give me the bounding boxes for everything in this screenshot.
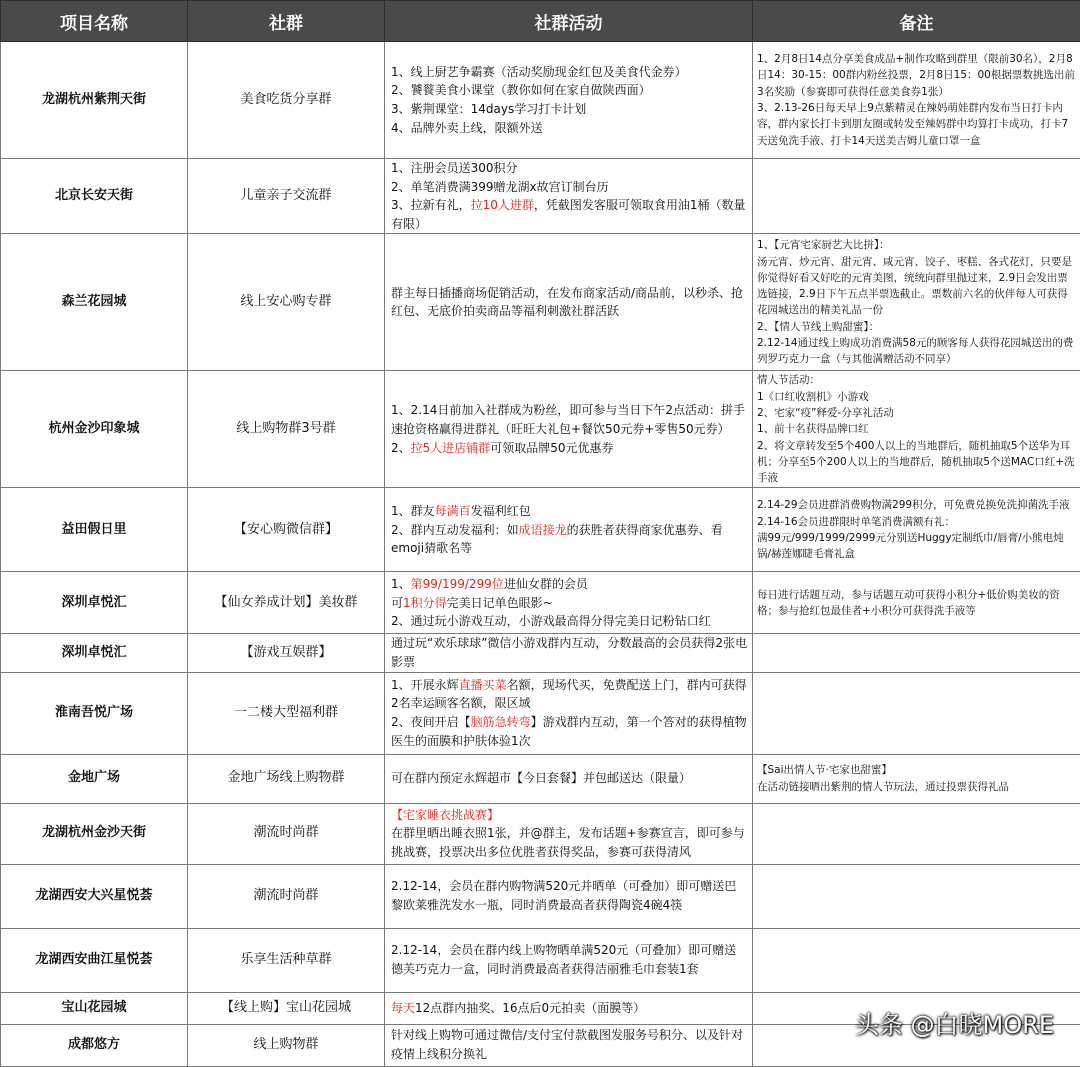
project-name: 龙湖杭州紫荆天街 xyxy=(1,42,188,159)
activity-line: 2.12-14，会员在群内购物满520元并晒单（可叠加）即可赠送巴黎欧莱雅洗发水一瓶，同时消费最高者获得陶瓷4碗4筷 xyxy=(391,877,748,914)
project-name: 益田假日里 xyxy=(1,488,188,572)
activity-cell xyxy=(385,634,753,672)
note-line: 1、2月8日14点分享美食成品+制作攻略到群里（限前30名），2月8日14：30-15：00群内粉丝投票，2月8日15：00根据票数挑选出前3名奖励（参赛即可获得任意美食券1张） xyxy=(757,51,1076,100)
group-name: 【安心购微信群】 xyxy=(188,488,385,572)
project-name: 宝山花园城 xyxy=(1,992,188,1024)
activity-highlight: 【宅家睡衣挑战赛】 xyxy=(391,806,748,825)
project-name: 杭州金沙印象城 xyxy=(1,371,188,488)
note-line: 情人节活动： xyxy=(757,372,1076,388)
table-row xyxy=(1,572,1080,634)
header-activity: 社群活动 xyxy=(385,1,753,42)
activity-cell xyxy=(385,159,753,234)
table-row xyxy=(1,803,1080,864)
activity-line: 2、通过玩小游戏互动，小游戏最高得分得完美日记粉钻口红 xyxy=(391,612,748,631)
table-row xyxy=(1,371,1080,488)
project-name: 龙湖西安大兴星悦荟 xyxy=(1,864,188,928)
activity-text: 发福利红包 xyxy=(471,504,531,518)
note-line: 1、前十名获得品牌口红 xyxy=(757,421,1076,437)
activity-highlight: 1积分得 xyxy=(403,596,447,610)
project-name: 龙湖西安曲江星悦荟 xyxy=(1,928,188,992)
note-line: 汤元宵、炒元宵、甜元宵、咸元宵、饺子、枣糕、各式花灯，只要是你觉得好看又好吃的元宵美图，统统向群里抛过来，2.9日会发出票选链接，2.9日下午五点半票选截止。票数前六名的伙伴每人可获得花园城送出的精美礼品一份 xyxy=(757,254,1076,319)
activity-text: 1、群友 xyxy=(391,504,435,518)
activity-cell xyxy=(385,864,753,928)
project-name: 深圳卓悦汇 xyxy=(1,634,188,672)
activity-text: 1、 xyxy=(391,577,411,591)
note-cell xyxy=(753,42,1080,159)
note-line: 每日进行话题互动，参与话题互动可获得小积分+低价购美妆的资格；参与抢红包最佳者+小积分可获得洗手液等 xyxy=(757,587,1076,620)
group-name: 线上购物群 xyxy=(188,1024,385,1066)
activity-line: 1、2.14日前加入社群成为粉丝，即可参与当日下午2点活动：拼手速抢资格赢得进群礼（旺旺大礼包+餐饮50元券+零售50元券） xyxy=(391,401,748,438)
activity-text: 12点群内抽奖、16点后0元拍卖（面膜等） xyxy=(415,1001,645,1015)
activity-line xyxy=(391,594,748,613)
activity-highlight: 第99/199/299位 xyxy=(411,577,504,591)
activity-highlight: 成语接龙 xyxy=(519,523,567,537)
activity-line: 1、注册会员送300积分 xyxy=(391,159,748,178)
watermark-text: 头条 @白晓MORE xyxy=(855,1005,1054,1040)
note-line: 2、宅家“疫”释爱-分享礼活动 xyxy=(757,405,1076,421)
activity-highlight: 每天 xyxy=(391,1001,415,1015)
activity-cell xyxy=(385,992,753,1024)
activity-line xyxy=(391,502,748,521)
note-line: 满99元/999/1999/2999元分别送Huggy定制纸巾/唇膏/小熊电炖锅/赫莲娜睫毛膏礼盒 xyxy=(757,530,1076,563)
note-line: 3、2.13-26日每天早上9点紫精灵在辣妈萌娃群内发布当日打卡内容，群内家长打卡到朋友圈或转发至辣妈群中均算打卡成功，打卡7天送免洗手液、打卡14天送美吉姆儿童口罩一盒 xyxy=(757,100,1076,149)
activity-line: 可在群内预定永辉超市【今日套餐】并包邮送达（限量） xyxy=(391,769,748,788)
activity-highlight: 拉10人进群 xyxy=(471,198,534,212)
activity-cell xyxy=(385,42,753,159)
note-cell xyxy=(753,672,1080,754)
table-row xyxy=(1,159,1080,234)
project-name: 成都悠方 xyxy=(1,1024,188,1066)
activity-text: 2、 xyxy=(391,441,411,455)
table-row xyxy=(1,234,1080,371)
activity-cell xyxy=(385,234,753,371)
table-row xyxy=(1,864,1080,928)
note-line: 【Sai出情人节·宅家也甜蜜】 xyxy=(757,762,1076,778)
activity-cell xyxy=(385,928,753,992)
activity-text: 可 xyxy=(391,596,403,610)
activity-text: 】游戏群内互动，第一个答对的获得植物医生的面膜和护肤体验1次 xyxy=(391,715,747,748)
activity-text: 名额，现场代买，免费配送上门，群内可获得2名幸运顾客名额，限区域 xyxy=(391,678,747,711)
note-line: 2.12-14通过线上购成功消费满58元的顾客每人获得花园城送出的费列罗巧克力一盒（与其他满赠活动不同享） xyxy=(757,335,1076,368)
project-name: 北京长安天街 xyxy=(1,159,188,234)
group-name: 美食吃货分享群 xyxy=(188,42,385,159)
header-row xyxy=(1,1,1080,42)
note-cell xyxy=(753,803,1080,864)
activity-text: ，凭截图发客服可领取食用油1桶（数量有限） xyxy=(391,198,746,231)
group-name: 乐享生活种草群 xyxy=(188,928,385,992)
group-name: 儿童亲子交流群 xyxy=(188,159,385,234)
note-cell xyxy=(753,572,1080,634)
project-name: 深圳卓悦汇 xyxy=(1,572,188,634)
note-cell xyxy=(753,928,1080,992)
note-cell xyxy=(753,864,1080,928)
activity-line: 2、饕餮美食小课堂（教你如何在家自做陕西面） xyxy=(391,81,748,100)
activity-text: 进仙女群的会员 xyxy=(504,577,588,591)
note-cell xyxy=(753,159,1080,234)
table-row xyxy=(1,42,1080,159)
note-cell xyxy=(753,234,1080,371)
note-cell xyxy=(753,754,1080,803)
activity-text: 3、拉新有礼， xyxy=(391,198,471,212)
activity-cell xyxy=(385,488,753,572)
activity-line: 在群里晒出睡衣照1张，并@群主，发布话题+参赛宣言，即可参与挑战赛，投票决出多位优胜者获得奖品，参赛可获得清风 xyxy=(391,824,748,861)
activity-highlight: 每满百 xyxy=(435,504,471,518)
table-row xyxy=(1,754,1080,803)
table-row xyxy=(1,672,1080,754)
group-name: 潮流时尚群 xyxy=(188,864,385,928)
header-note: 备注 xyxy=(753,1,1080,42)
activity-cell xyxy=(385,672,753,754)
note-line: 2、【情人节线上购甜蜜】： xyxy=(757,319,1076,335)
activity-text: 的获胜者获得商家优惠券、看emoji猜歌名等 xyxy=(391,523,723,556)
project-name: 淮南吾悦广场 xyxy=(1,672,188,754)
group-name: 线上购物群3号群 xyxy=(188,371,385,488)
group-name: 线上安心购专群 xyxy=(188,234,385,371)
note-line: 在活动链接晒出紫荆的情人节玩法，通过投票获得礼品 xyxy=(757,779,1076,795)
group-name: 【线上购】宝山花园城 xyxy=(188,992,385,1024)
activity-highlight: 直播买菜 xyxy=(459,678,507,692)
activity-line: 2、单笔消费满399赠龙湖x故宫订制台历 xyxy=(391,178,748,197)
activity-line: 3、紫荆课堂：14days学习打卡计划 xyxy=(391,100,748,119)
activity-line: 1、线上厨艺争霸赛（活动奖励现金红包及美食代金券） xyxy=(391,63,748,82)
project-name: 金地广场 xyxy=(1,754,188,803)
group-name: 【仙女养成计划】美妆群 xyxy=(188,572,385,634)
group-name: 一二楼大型福利群 xyxy=(188,672,385,754)
activity-text: 可领取品牌50元优惠券 xyxy=(490,441,613,455)
activity-text: 2、群内互动发福利：如 xyxy=(391,523,519,537)
note-line: 2、将文章转发至5个400人以上的当地群后，随机抽取5个送华为耳机；分享至5个200人以上的当地群后，随机抽取5个送MAC口红+洗手液 xyxy=(757,438,1076,487)
activity-text: 1、开展永辉 xyxy=(391,678,459,692)
table-row xyxy=(1,928,1080,992)
activity-line: 4、品牌外卖上线，限额外送 xyxy=(391,119,748,138)
activity-cell xyxy=(385,803,753,864)
group-name: 潮流时尚群 xyxy=(188,803,385,864)
activity-line xyxy=(391,575,748,594)
header-project: 项目名称 xyxy=(1,1,188,42)
group-name: 【游戏互娱群】 xyxy=(188,634,385,672)
note-line: 2.14-16会员进群限时单笔消费满额有礼： xyxy=(757,514,1076,530)
activity-cell xyxy=(385,572,753,634)
activity-line: 群主每日插播商场促销活动，在发布商家活动/商品前，以秒杀、抢红包、无底价拍卖商品等福利刺激社群活跃 xyxy=(391,284,748,321)
header-group: 社群 xyxy=(188,1,385,42)
activity-text: 2、夜间开启【 xyxy=(391,715,471,729)
note-cell xyxy=(753,634,1080,672)
group-name: 金地广场线上购物群 xyxy=(188,754,385,803)
table-row xyxy=(1,488,1080,572)
note-line: 1《口红收割机》小游戏 xyxy=(757,389,1076,405)
note-line: 2.14-29会员进群消费购物满299积分，可免费兑换免洗抑菌洗手液 xyxy=(757,497,1076,513)
table-row xyxy=(1,634,1080,672)
activity-cell xyxy=(385,371,753,488)
activity-highlight: 脑筋急转弯 xyxy=(471,715,531,729)
note-cell xyxy=(753,371,1080,488)
activity-line xyxy=(391,676,748,713)
activity-line: 通过玩“欢乐球球”微信小游戏群内互动，分数最高的会员获得2张电影票 xyxy=(391,634,748,671)
project-name: 龙湖杭州金沙天街 xyxy=(1,803,188,864)
note-line: 1、【元宵宅家厨艺大比拼】： xyxy=(757,237,1076,253)
activity-cell xyxy=(385,754,753,803)
activity-text: 完美日记单色眼影~ xyxy=(447,596,553,610)
activity-line xyxy=(391,713,748,750)
activity-highlight: 拉5人进店铺群 xyxy=(411,441,491,455)
project-name: 森兰花园城 xyxy=(1,234,188,371)
note-cell xyxy=(753,488,1080,572)
activity-line: 2.12-14，会员在群内线上购物晒单满520元（可叠加）即可赠送德芙巧克力一盒，同时消费最高者获得洁丽雅毛巾套装1套 xyxy=(391,941,748,978)
activity-line: 针对线上购物可通过微信/支付宝付款截图发服务号积分、以及针对疫情上线积分换礼 xyxy=(391,1026,748,1063)
